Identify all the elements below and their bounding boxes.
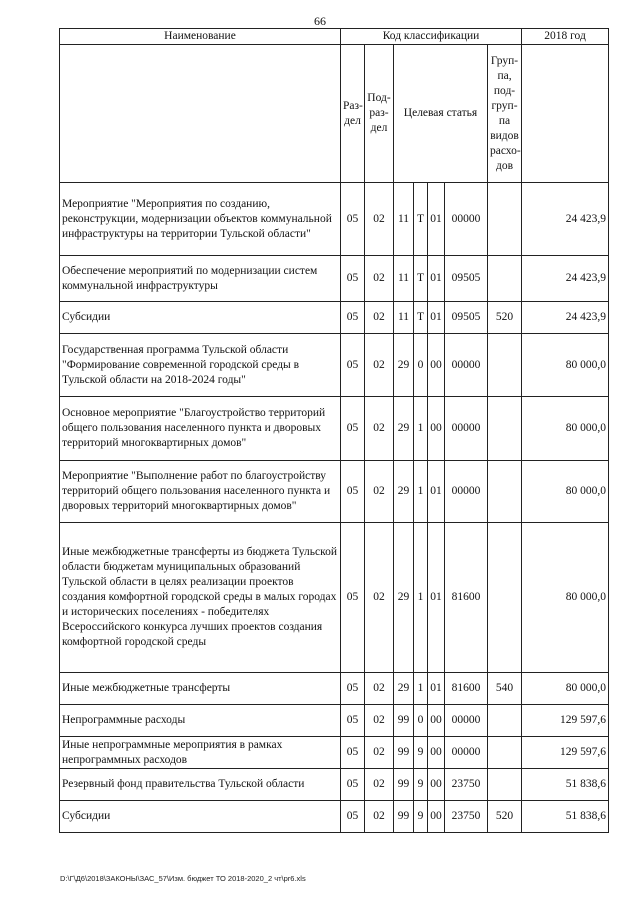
table-row bbox=[60, 183, 609, 256]
table-row bbox=[60, 461, 609, 523]
footer-file-path: D:\Г\Д6\2018\ЗАКОНЫ\ЗАС_57\Изм. бюджет ТО 2018-2020_2 чт\pr6.xls bbox=[60, 874, 306, 883]
target-subprogram-cell: 9 bbox=[414, 737, 428, 769]
expense-group-cell: 520 bbox=[488, 302, 522, 334]
target-measure-cell: 01 bbox=[428, 523, 445, 673]
header-target-article: Целевая статья bbox=[394, 45, 488, 183]
row-name: Обеспечение мероприятий по модернизации систем коммунальной инфраструктуры bbox=[60, 256, 341, 302]
header-row-top bbox=[60, 29, 609, 45]
target-direction-cell: 00000 bbox=[445, 397, 488, 461]
row-name: Государственная программа Тульской области "Формирование современной городской среды в Тульской области на 2018-2024 годы" bbox=[60, 334, 341, 397]
row-name: Субсидии bbox=[60, 801, 341, 833]
row-name: Мероприятие "Мероприятия по созданию, реконструкции, модернизации объектов коммунальной инфраструктуры на территории Тульской области" bbox=[60, 183, 341, 256]
target-program-cell: 29 bbox=[394, 397, 414, 461]
expense-group-cell bbox=[488, 737, 522, 769]
target-subprogram-cell: 1 bbox=[414, 397, 428, 461]
target-program-cell: 11 bbox=[394, 302, 414, 334]
row-name: Субсидии bbox=[60, 302, 341, 334]
target-subprogram-cell: 1 bbox=[414, 461, 428, 523]
header-expense-group-line: Груп- bbox=[490, 54, 519, 67]
target-subprogram-cell: 1 bbox=[414, 523, 428, 673]
expense-group-cell bbox=[488, 461, 522, 523]
header-section bbox=[341, 45, 365, 183]
razdel-cell: 05 bbox=[341, 737, 365, 769]
target-program-cell: 29 bbox=[394, 334, 414, 397]
row-name: Иные непрограммные мероприятия в рамках непрограммных расходов bbox=[60, 737, 341, 769]
target-program-cell: 11 bbox=[394, 183, 414, 256]
target-subprogram-cell: 9 bbox=[414, 769, 428, 801]
row-amount: 80 000,0 bbox=[522, 673, 609, 705]
row-name: Иные межбюджетные трансферты bbox=[60, 673, 341, 705]
target-direction-cell: 23750 bbox=[445, 769, 488, 801]
razdel-cell: 05 bbox=[341, 801, 365, 833]
target-measure-cell: 01 bbox=[428, 673, 445, 705]
header-subsection bbox=[365, 45, 394, 183]
header-subsection-line: Под- bbox=[367, 92, 391, 104]
row-amount: 24 423,9 bbox=[522, 302, 609, 334]
header-section-line: Раз- bbox=[343, 99, 363, 112]
table-row bbox=[60, 302, 609, 334]
header-name: Наименование bbox=[60, 29, 341, 45]
target-program-cell: 29 bbox=[394, 673, 414, 705]
header-section-line: дел bbox=[344, 114, 361, 127]
header-subsection-line: раз- bbox=[369, 107, 389, 119]
header-year: 2018 год bbox=[522, 29, 609, 45]
row-amount: 51 838,6 bbox=[522, 801, 609, 833]
row-name: Непрограммные расходы bbox=[60, 705, 341, 737]
razdel-cell: 05 bbox=[341, 397, 365, 461]
target-direction-cell: 09505 bbox=[445, 256, 488, 302]
header-expense-group-line: под- bbox=[493, 84, 516, 97]
expense-group-cell bbox=[488, 769, 522, 801]
expense-group-cell: 540 bbox=[488, 673, 522, 705]
razdel-cell: 05 bbox=[341, 256, 365, 302]
row-amount: 80 000,0 bbox=[522, 461, 609, 523]
table-row bbox=[60, 801, 609, 833]
target-direction-cell: 00000 bbox=[445, 461, 488, 523]
target-program-cell: 11 bbox=[394, 256, 414, 302]
header-expense-group-line: видов bbox=[490, 129, 519, 142]
header-expense-group-line: расхо- bbox=[490, 144, 521, 157]
podrazdel-cell: 02 bbox=[365, 705, 394, 737]
header-name-blank bbox=[60, 45, 341, 183]
table-row bbox=[60, 705, 609, 737]
target-measure-cell: 01 bbox=[428, 302, 445, 334]
razdel-cell: 05 bbox=[341, 334, 365, 397]
target-direction-cell: 00000 bbox=[445, 334, 488, 397]
target-direction-cell: 81600 bbox=[445, 673, 488, 705]
target-measure-cell: 00 bbox=[428, 397, 445, 461]
target-measure-cell: 01 bbox=[428, 183, 445, 256]
row-name: Иные межбюджетные трансферты из бюджета Тульской области бюджетам муниципальных образований Тульской области в целях реализации проектов создания комфортной городской среды в малых городах и исторических поселениях - победителях Всероссийского конкурса лучших проектов создания комфортной городской среды bbox=[60, 523, 341, 673]
target-program-cell: 99 bbox=[394, 801, 414, 833]
row-amount: 51 838,6 bbox=[522, 769, 609, 801]
target-direction-cell: 00000 bbox=[445, 737, 488, 769]
target-program-cell: 29 bbox=[394, 523, 414, 673]
header-expense-group bbox=[488, 45, 522, 183]
target-program-cell: 99 bbox=[394, 705, 414, 737]
row-amount: 24 423,9 bbox=[522, 183, 609, 256]
expense-group-cell bbox=[488, 183, 522, 256]
target-subprogram-cell: 1 bbox=[414, 673, 428, 705]
target-subprogram-cell: 0 bbox=[414, 705, 428, 737]
expense-group-cell bbox=[488, 705, 522, 737]
razdel-cell: 05 bbox=[341, 673, 365, 705]
target-program-cell: 29 bbox=[394, 461, 414, 523]
target-subprogram-cell: 0 bbox=[414, 334, 428, 397]
podrazdel-cell: 02 bbox=[365, 673, 394, 705]
header-expense-group-line: па, bbox=[497, 69, 512, 82]
table-row bbox=[60, 256, 609, 302]
target-direction-cell: 00000 bbox=[445, 183, 488, 256]
podrazdel-cell: 02 bbox=[365, 737, 394, 769]
expense-group-cell bbox=[488, 256, 522, 302]
header-classification: Код классификации bbox=[341, 29, 522, 45]
razdel-cell: 05 bbox=[341, 769, 365, 801]
razdel-cell: 05 bbox=[341, 461, 365, 523]
podrazdel-cell: 02 bbox=[365, 183, 394, 256]
row-amount: 129 597,6 bbox=[522, 737, 609, 769]
target-measure-cell: 01 bbox=[428, 256, 445, 302]
table-row bbox=[60, 523, 609, 673]
row-amount: 80 000,0 bbox=[522, 397, 609, 461]
expense-group-cell bbox=[488, 334, 522, 397]
target-subprogram-cell: Т bbox=[414, 183, 428, 256]
razdel-cell: 05 bbox=[341, 183, 365, 256]
header-subsection-line: дел bbox=[370, 122, 388, 134]
row-amount: 80 000,0 bbox=[522, 334, 609, 397]
target-subprogram-cell: 9 bbox=[414, 801, 428, 833]
expense-group-cell bbox=[488, 523, 522, 673]
target-measure-cell: 00 bbox=[428, 705, 445, 737]
page-number: 66 bbox=[314, 14, 326, 28]
razdel-cell: 05 bbox=[341, 302, 365, 334]
table-row bbox=[60, 769, 609, 801]
header-row-sub bbox=[60, 45, 609, 183]
table-row bbox=[60, 397, 609, 461]
target-measure-cell: 00 bbox=[428, 737, 445, 769]
target-program-cell: 99 bbox=[394, 769, 414, 801]
razdel-cell: 05 bbox=[341, 523, 365, 673]
target-measure-cell: 00 bbox=[428, 334, 445, 397]
podrazdel-cell: 02 bbox=[365, 397, 394, 461]
target-measure-cell: 01 bbox=[428, 461, 445, 523]
expense-group-cell: 520 bbox=[488, 801, 522, 833]
header-expense-group-line: груп- bbox=[491, 99, 518, 112]
podrazdel-cell: 02 bbox=[365, 256, 394, 302]
podrazdel-cell: 02 bbox=[365, 461, 394, 523]
target-program-cell: 99 bbox=[394, 737, 414, 769]
expense-group-cell bbox=[488, 397, 522, 461]
row-amount: 129 597,6 bbox=[522, 705, 609, 737]
row-name: Резервный фонд правительства Тульской области bbox=[60, 769, 341, 801]
podrazdel-cell: 02 bbox=[365, 769, 394, 801]
target-subprogram-cell: Т bbox=[414, 302, 428, 334]
header-year-blank bbox=[522, 45, 609, 183]
row-name: Основное мероприятие "Благоустройство территорий общего пользования населенного пункта и дворовых территорий многоквартирных домов" bbox=[60, 397, 341, 461]
table-row bbox=[60, 737, 609, 769]
header-expense-group-line: па bbox=[498, 114, 511, 127]
podrazdel-cell: 02 bbox=[365, 801, 394, 833]
target-direction-cell: 00000 bbox=[445, 705, 488, 737]
table-row bbox=[60, 334, 609, 397]
budget-table bbox=[59, 28, 609, 833]
podrazdel-cell: 02 bbox=[365, 334, 394, 397]
target-subprogram-cell: Т bbox=[414, 256, 428, 302]
target-direction-cell: 23750 bbox=[445, 801, 488, 833]
row-amount: 24 423,9 bbox=[522, 256, 609, 302]
podrazdel-cell: 02 bbox=[365, 302, 394, 334]
table-row bbox=[60, 673, 609, 705]
target-direction-cell: 81600 bbox=[445, 523, 488, 673]
header-expense-group-line: дов bbox=[495, 159, 514, 172]
target-measure-cell: 00 bbox=[428, 769, 445, 801]
target-measure-cell: 00 bbox=[428, 801, 445, 833]
row-name: Мероприятие "Выполнение работ по благоустройству территорий общего пользования населенного пункта и дворовых территорий многоквартирных домов" bbox=[60, 461, 341, 523]
podrazdel-cell: 02 bbox=[365, 523, 394, 673]
row-amount: 80 000,0 bbox=[522, 523, 609, 673]
razdel-cell: 05 bbox=[341, 705, 365, 737]
target-direction-cell: 09505 bbox=[445, 302, 488, 334]
